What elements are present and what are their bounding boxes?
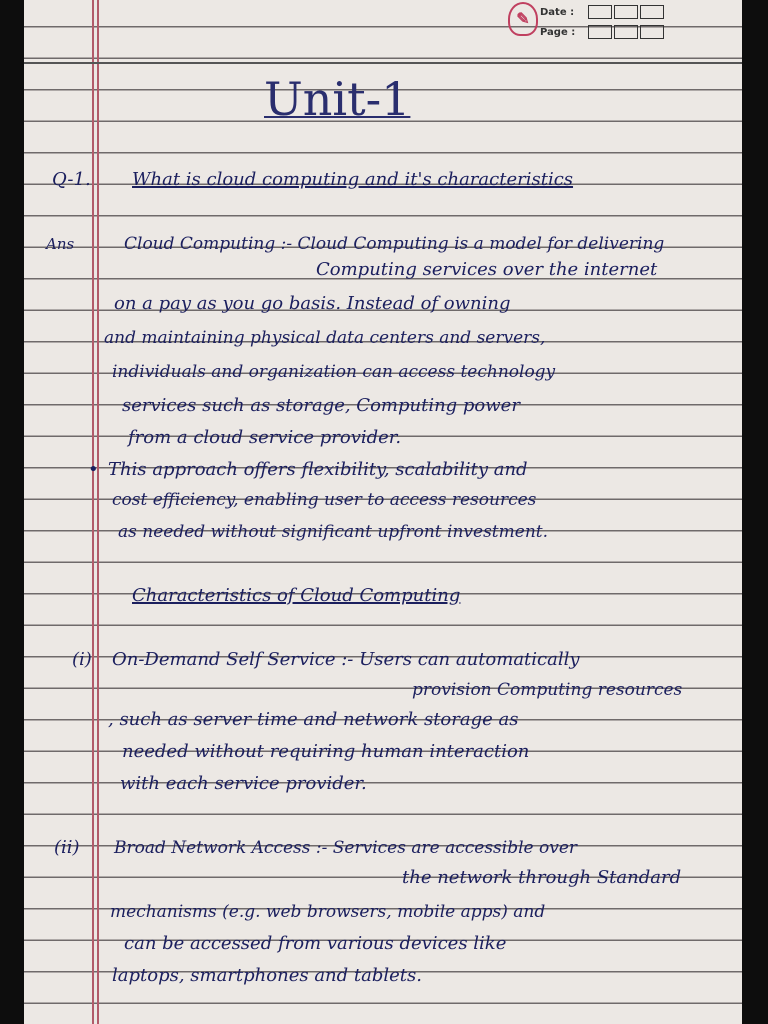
item-text: provision Computing resources bbox=[412, 680, 683, 700]
answer-text: as needed without significant upfront investment. bbox=[118, 522, 548, 542]
item-text: On-Demand Self Service :- Users can automatically bbox=[112, 649, 580, 670]
answer-text: This approach offers flexibility, scalability and bbox=[108, 459, 528, 480]
answer-text: Cloud Computing :- Cloud Computing is a model for delivering bbox=[124, 234, 665, 254]
item-text: the network through Standard bbox=[402, 867, 682, 888]
item-text: can be accessed from various devices like bbox=[124, 933, 507, 954]
item-text: with each service provider. bbox=[120, 773, 367, 794]
header-rule bbox=[24, 62, 742, 64]
answer-text: individuals and organization can access technology bbox=[112, 362, 556, 382]
date-label: Date : bbox=[540, 6, 575, 18]
answer-text: Computing services over the internet bbox=[316, 259, 658, 280]
item-text: laptops, smartphones and tablets. bbox=[112, 965, 422, 986]
page-label: Page : bbox=[540, 26, 576, 38]
answer-text: from a cloud service provider. bbox=[128, 427, 402, 448]
item-text: Broad Network Access :- Services are accessible over bbox=[114, 838, 578, 858]
item-text: , such as server time and network storage as bbox=[108, 709, 519, 730]
question-label: Q-1. bbox=[52, 169, 91, 190]
item-text: needed without requiring human interaction bbox=[122, 741, 530, 762]
characteristics-heading: Characteristics of Cloud Computing bbox=[132, 585, 461, 606]
page-title: Unit-1 bbox=[264, 72, 411, 126]
item-text: mechanisms (e.g. web browsers, mobile apps) and bbox=[110, 902, 546, 922]
answer-label: Ans bbox=[46, 235, 75, 253]
question-text: What is cloud computing and it's characteristics bbox=[132, 169, 574, 190]
date-page-box bbox=[540, 2, 668, 42]
bullet-icon: • bbox=[88, 459, 99, 480]
notebook-logo-icon: ✎ bbox=[508, 2, 538, 36]
item-number: (i) bbox=[72, 649, 92, 670]
answer-text: on a pay as you go basis. Instead of owning bbox=[114, 293, 511, 314]
answer-text: and maintaining physical data centers and servers, bbox=[104, 328, 546, 348]
question-line bbox=[24, 166, 742, 196]
answer-text: cost efficiency, enabling user to access resources bbox=[112, 490, 537, 510]
answer-text: services such as storage, Computing power bbox=[122, 395, 520, 416]
notebook-page bbox=[24, 0, 742, 1024]
item-number: (ii) bbox=[54, 837, 80, 858]
